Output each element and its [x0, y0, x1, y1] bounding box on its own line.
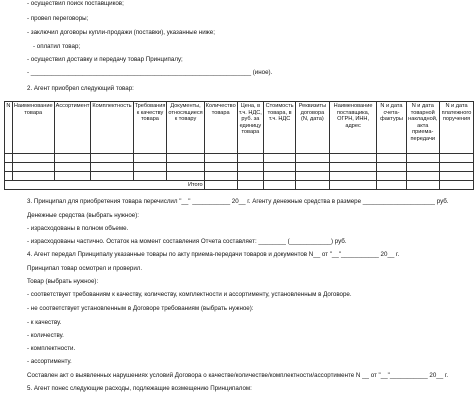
- goods-choice-label: Товар (выбрать нужное):: [27, 278, 99, 285]
- table-cell: [440, 172, 474, 181]
- table-cell: [329, 181, 377, 190]
- table-cell: [440, 181, 474, 190]
- paragraph-3-transfer: 3. Принципал для приобретения товара перечислил "__" ___________ 20__ г. Агенту денежные средства в размере _____________________ руб.: [27, 198, 449, 205]
- col-quality-header: Требования к качеству товара: [133, 102, 167, 154]
- table-cell: [264, 172, 296, 181]
- intro-line-3: - заключил договоры купли-продажи (поставки), указанные ниже;: [27, 29, 215, 36]
- table-cell: [264, 154, 296, 163]
- paragraph-4-handover: 4. Агент передал Принципалу указанные товары по акту приема-передачи товаров и документов N__ от "__"___________ 20__ г.: [27, 251, 400, 258]
- goods-conforms: - соответствует требованиям к качеству, количеству, комплектности и ассортименту, установленным в Договоре.: [27, 291, 352, 298]
- table-cell: [204, 163, 237, 172]
- table-cell: [54, 163, 91, 172]
- table-cell: [5, 163, 13, 172]
- col-quantity-header: Количество товара: [204, 102, 237, 154]
- table-cell: [12, 172, 54, 181]
- table-cell: [296, 163, 330, 172]
- table-cell: [377, 181, 406, 190]
- total-label: Итого: [5, 181, 205, 190]
- funds-spent-fully: - израсходованы в полном объеме.: [27, 225, 129, 232]
- paragraph-5-expenses: 5. Агент понес следующие расходы, подлежащие возмещению Принципалом:: [27, 385, 252, 392]
- table-cell: [167, 154, 204, 163]
- table-cell: [204, 181, 237, 190]
- goods-inspected: Принципал товар осмотрел и проверил.: [27, 265, 143, 272]
- table-cell: [204, 154, 237, 163]
- goods-table: [4, 101, 474, 190]
- nonconform-quality: - к качеству.: [27, 319, 62, 326]
- table-cell: [296, 154, 330, 163]
- col-unit-price-header: Цена, в т.ч. НДС, руб. за единицу товара: [237, 102, 263, 154]
- intro-line-1: - осуществил поиск поставщиков;: [27, 0, 124, 7]
- table-cell: [264, 181, 296, 190]
- nonconform-assortment: - ассортименту.: [27, 358, 72, 365]
- table-cell: [91, 154, 133, 163]
- nonconform-completeness: - комплектности.: [27, 345, 76, 352]
- intro-line-4: - оплатил товар;: [33, 43, 81, 50]
- col-cost-header: Стоимость товара, в т.ч. НДС: [264, 102, 296, 154]
- col-payment-order-header: N и дата платежного поручения: [440, 102, 474, 154]
- col-supplier-header: Наименование поставщика, ОГРН, ИНН, адрес: [329, 102, 377, 154]
- col-number-header: N: [5, 102, 13, 154]
- table-cell: [329, 163, 377, 172]
- col-completeness-header: Комплектность: [91, 102, 133, 154]
- table-header-row: [5, 102, 474, 154]
- table-cell: [296, 181, 330, 190]
- table-cell: [406, 172, 440, 181]
- table-cell: [54, 172, 91, 181]
- table-cell: [377, 172, 406, 181]
- goods-not-conforms: - не соответствует установленным в Договоре требованиям (выбрать нужное):: [27, 305, 254, 312]
- col-documents-header: Документы, относящиеся к товару: [167, 102, 204, 154]
- table-row: [5, 172, 474, 181]
- table-cell: [5, 154, 13, 163]
- intro-line-5: - осуществил доставку и передачу товар Принципалу;: [27, 56, 183, 63]
- section2-title: 2. Агент приобрел следующий товар:: [27, 85, 134, 92]
- violation-act: Составлен акт о выявленных нарушениях условий Договора о качестве/количестве/комплектности/ассортименте N __ от "__"___________ 20__ г.: [27, 372, 449, 379]
- table-cell: [440, 163, 474, 172]
- table-row: [5, 154, 474, 163]
- table-total-row: [5, 181, 474, 190]
- table-cell: [237, 154, 263, 163]
- col-invoice-header: N и дата счета-фактуры: [377, 102, 406, 154]
- table-cell: [12, 154, 54, 163]
- table-cell: [133, 154, 167, 163]
- table-cell: [329, 172, 377, 181]
- table-cell: [167, 163, 204, 172]
- table-cell: [237, 172, 263, 181]
- funds-choice-label: Денежные средства (выбрать нужное):: [27, 212, 139, 219]
- table-cell: [12, 163, 54, 172]
- nonconform-quantity: - количеству.: [27, 332, 64, 339]
- table-cell: [406, 163, 440, 172]
- table-cell: [296, 172, 330, 181]
- table-cell: [237, 181, 263, 190]
- table-cell: [264, 163, 296, 172]
- table-cell: [329, 154, 377, 163]
- col-product-name-header: Наименование товара: [12, 102, 54, 154]
- intro-line-2: - провел переговоры;: [27, 15, 89, 22]
- table-cell: [167, 172, 204, 181]
- table-row: [5, 163, 474, 172]
- table-cell: [406, 181, 440, 190]
- table-cell: [406, 154, 440, 163]
- table-cell: [377, 154, 406, 163]
- table-cell: [54, 154, 91, 163]
- table-cell: [91, 163, 133, 172]
- table-cell: [5, 172, 13, 181]
- table-cell: [133, 172, 167, 181]
- table-cell: [377, 163, 406, 172]
- intro-line-6: - ________________________________________________________________ (иное).: [27, 69, 273, 76]
- table-cell: [91, 172, 133, 181]
- col-waybill-header: N и дата товарной накладной, акта приема-передачи: [406, 102, 440, 154]
- col-assortment-header: Ассортимент: [54, 102, 91, 154]
- funds-spent-partially: - израсходованы частично. Остаток на момент составления Отчета составляет: ________ (____________) руб.: [27, 238, 347, 245]
- table-cell: [204, 172, 237, 181]
- table-cell: [440, 154, 474, 163]
- table-cell: [133, 163, 167, 172]
- table-cell: [237, 163, 263, 172]
- col-contract-header: Реквизиты договора (N, дата): [296, 102, 330, 154]
